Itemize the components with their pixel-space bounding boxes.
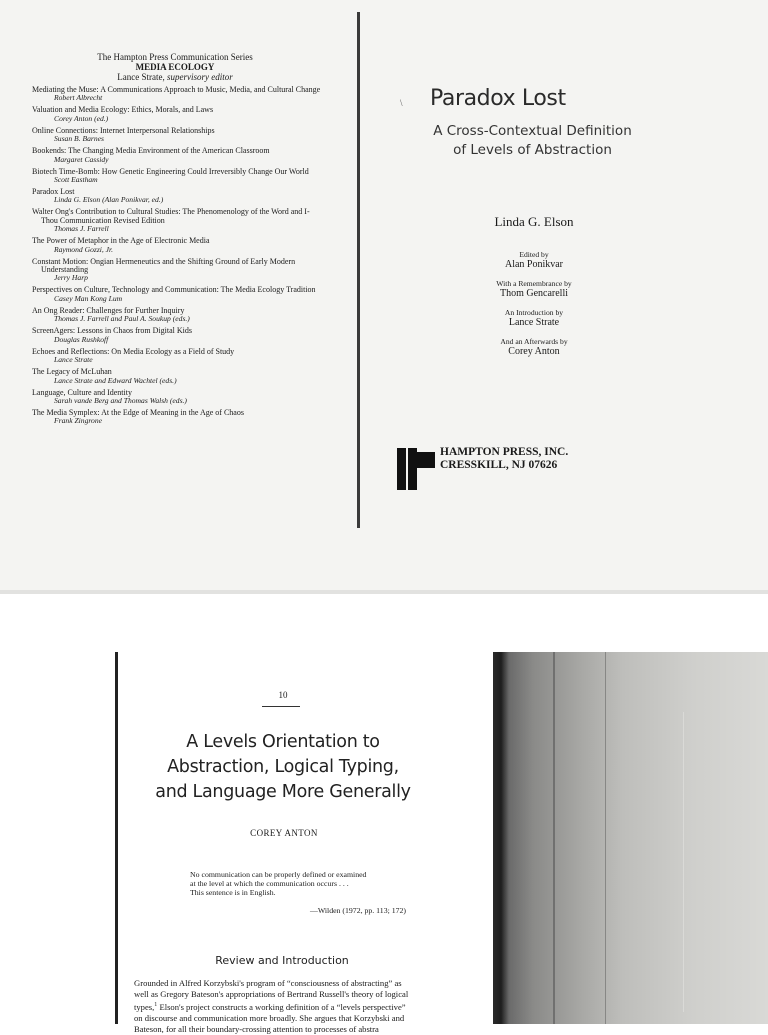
series-header (40, 52, 310, 82)
credit-entry: With a Remembrance by Thom Gencarelli (496, 279, 572, 299)
list-item (32, 286, 322, 303)
list-item (32, 127, 322, 144)
book-main-title: Paradox Lost (430, 86, 566, 111)
book-title: Echoes and Reflections: On Media Ecology as a Field of Study (32, 346, 235, 356)
chapter-author: COREY ANTON (250, 828, 318, 838)
book-title: Valuation and Media Ecology: Ethics, Morals, and Laws (32, 105, 214, 115)
list-item (32, 258, 322, 283)
body-paragraph: Grounded in Alfred Korzybski's program of “consciousness of abstracting” as well as Gregory Bateson's appropriations of Bertrand Russell's theory of logical types,$^1$ Elson's project constructs a working definition of a “levels perspective” on discourse and communication more broadly. She argues that Korzybski and Bateson, for all their boundary-crossing attention to processes of abstra (134, 978, 409, 1034)
chapter-title: A Levels Orientation to Abstraction, Logical Typing, and Language More Generally (155, 732, 411, 802)
list-item (32, 86, 322, 103)
book-author: Linda G. Elson (Alan Ponikvar, ed.) (54, 195, 164, 205)
epigraph: No communication can be properly defined or examined at the level at which the communication occurs . . . This sentence is in English. (190, 870, 367, 897)
list-item (32, 409, 322, 426)
epigraph-citation: —Wilden (1972, pp. 113; 172) (310, 906, 406, 915)
book-title: ScreenAgers: Lessons in Chaos from Digital Kids (32, 326, 192, 336)
list-item (32, 327, 322, 344)
list-item (32, 389, 322, 406)
list-item (32, 106, 322, 123)
list-item (32, 188, 322, 205)
chapter-number: 10 (278, 690, 288, 700)
chapter-rule (262, 706, 300, 707)
book-author: Susan B. Barnes (54, 134, 104, 144)
book-title: The Power of Metaphor in the Age of Electronic Media (32, 236, 210, 246)
list-item (32, 168, 322, 185)
contributor-credits (434, 250, 634, 366)
book-author: Margaret Cassidy (54, 154, 109, 164)
book-author: Robert Albrecht (54, 93, 103, 103)
series-subject: MEDIA ECOLOGY (135, 62, 215, 72)
series-name: The Hampton Press Communication Series (97, 52, 253, 62)
book-author: Frank Zingrone (54, 416, 103, 426)
stray-mark: \ (400, 98, 403, 108)
book-author: Thomas J. Farrell (54, 224, 109, 234)
credit-entry: Edited by Alan Ponikvar (504, 250, 564, 270)
book-author: Jerry Harp (54, 273, 88, 283)
book-author: Thomas J. Farrell and Paul A. Soukup (eds.) (54, 314, 190, 324)
book-author: Lance Strate (54, 355, 93, 365)
book-author: Douglas Rushkoff (54, 334, 109, 344)
book-title: Constant Motion: Ongian Hermeneutics and the Shifting Ground of Early Modern Understanding (32, 256, 296, 275)
book-title: Perspectives on Culture, Technology and Communication: The Media Ecology Tradition (32, 285, 316, 295)
scan-divider (0, 590, 768, 594)
book-title: Biotech Time-Bomb: How Genetic Engineering Could Irreversibly Change Our World (32, 166, 309, 176)
list-item (32, 147, 322, 164)
book-title: The Legacy of McLuhan (32, 367, 112, 377)
book-title: Walter Ong's Contribution to Cultural Studies: The Phenomenology of the Word and I-Thou Communication Revised Edition (32, 207, 310, 225)
dark-scanned-page (493, 652, 768, 1024)
book-title: Online Connections: Internet Interpersonal Relationships (32, 125, 215, 135)
book-author: Corey Anton (ed.) (54, 113, 109, 123)
book-title: Paradox Lost (32, 187, 75, 197)
credit-entry: An Introduction by Lance Strate (504, 308, 564, 328)
list-item (32, 307, 322, 324)
footnote-marker: 1 (154, 1002, 158, 1008)
series-editor: Lance Strate, supervisory editor (117, 72, 233, 82)
book-author: Scott Eastham (54, 175, 98, 185)
list-item (32, 368, 322, 385)
book-author: Lance Strate and Edward Wachtel (eds.) (54, 375, 177, 385)
publisher-imprint: HAMPTON PRESS, INC. CRESSKILL, NJ 07626 (440, 446, 569, 471)
hampton-press-logo-icon (397, 448, 435, 490)
book-author: Casey Man Kong Lum (54, 293, 123, 303)
credit-entry: And an Afterwards by Corey Anton (500, 337, 568, 357)
book-title: An Ong Reader: Challenges for Further Inquiry (32, 305, 185, 315)
book-title: Language, Culture and Identity (32, 387, 132, 397)
title-page-author: Linda G. Elson (494, 214, 574, 229)
book-title: Bookends: The Changing Media Environment of the American Classroom (32, 146, 270, 156)
book-spine (357, 12, 360, 528)
book-subtitle: A Cross-Contextual Definition of Levels of Abstraction (433, 123, 632, 158)
list-item (32, 348, 322, 365)
series-book-list (32, 86, 322, 429)
list-item (32, 237, 322, 254)
section-heading: Review and Introduction (215, 954, 349, 967)
list-item (32, 208, 322, 233)
book-title: Mediating the Muse: A Communications Approach to Music, Media, and Cultural Change (32, 85, 321, 94)
book-title: The Media Symplex: At the Edge of Meaning in the Age of Chaos (32, 407, 244, 417)
book-author: Raymond Gozzi, Jr. (54, 244, 114, 254)
book-author: Sarah vande Berg and Thomas Walsh (eds.) (54, 395, 187, 405)
chapter-page (115, 652, 490, 1034)
